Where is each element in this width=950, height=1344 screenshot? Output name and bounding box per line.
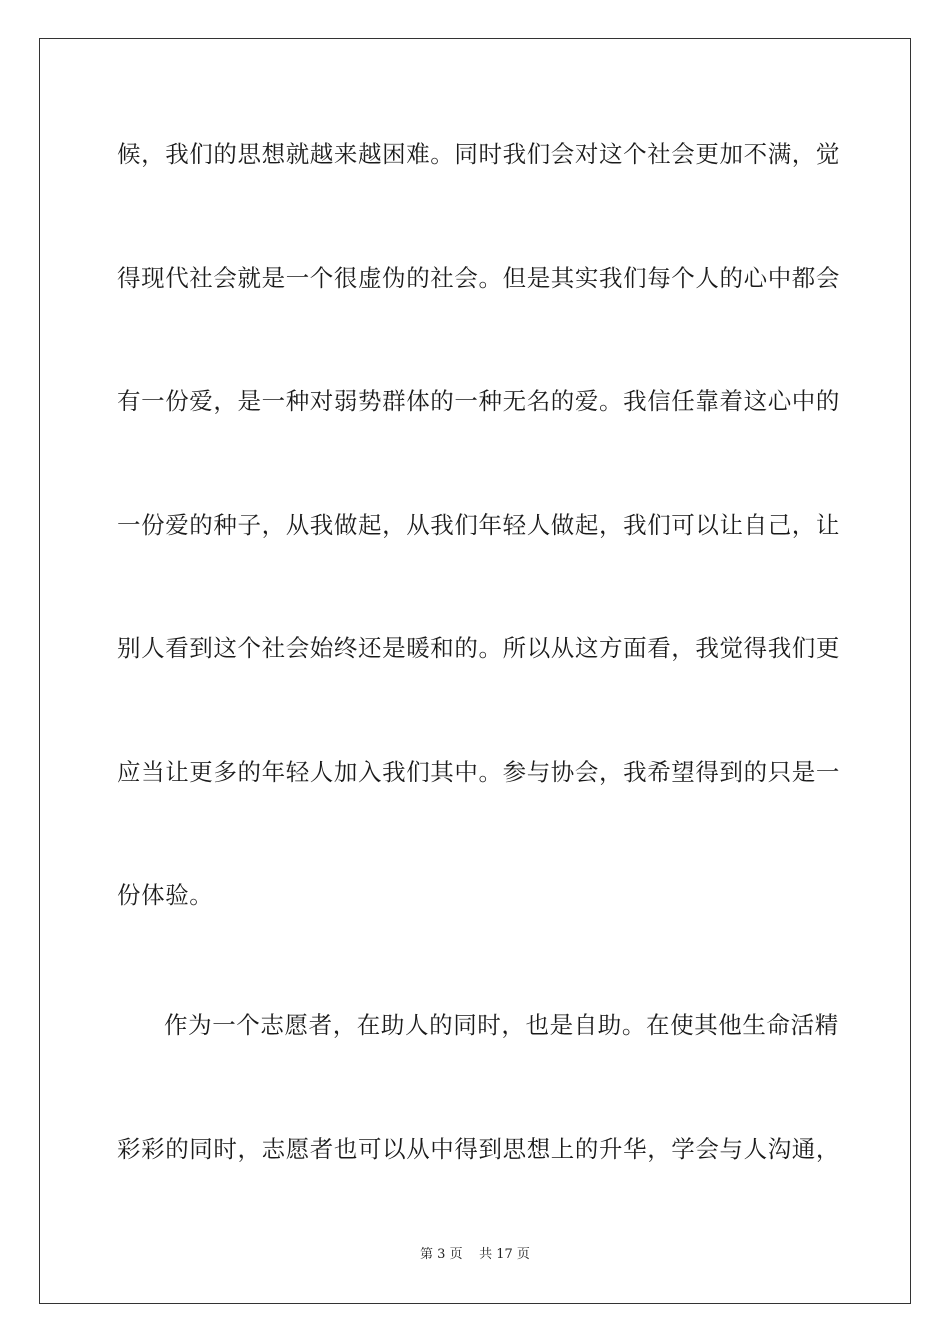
paragraph-line-8: 作为一个志愿者，在助人的同时，也是自助。在使其他生命活精 bbox=[164, 1011, 839, 1039]
page-border bbox=[39, 38, 911, 1304]
paragraph-line-5: 别人看到这个社会始终还是暖和的。所以从这方面看，我觉得我们更 bbox=[117, 634, 840, 662]
page-footer bbox=[0, 1246, 950, 1264]
paragraph-line-1: 候，我们的思想就越来越困难。同时我们会对这个社会更加不满，觉 bbox=[117, 140, 840, 168]
paragraph-line-2: 得现代社会就是一个很虚伪的社会。但是其实我们每个人的心中都会 bbox=[117, 264, 840, 292]
paragraph-line-7: 份体验。 bbox=[117, 881, 214, 909]
paragraph-line-9: 彩彩的同时，志愿者也可以从中得到思想上的升华，学会与人沟通， bbox=[117, 1135, 840, 1163]
paragraph-line-4: 一份爱的种子，从我做起，从我们年轻人做起，我们可以让自己，让 bbox=[117, 511, 840, 539]
paragraph-line-3: 有一份爱，是一种对弱势群体的一种无名的爱。我信任靠着这心中的 bbox=[117, 387, 840, 415]
paragraph-line-6: 应当让更多的年轻人加入我们其中。参与协会，我希望得到的只是一 bbox=[117, 758, 840, 786]
page-total: 共 17 页 bbox=[479, 1247, 530, 1262]
page-number: 第 3 页 bbox=[420, 1247, 463, 1262]
